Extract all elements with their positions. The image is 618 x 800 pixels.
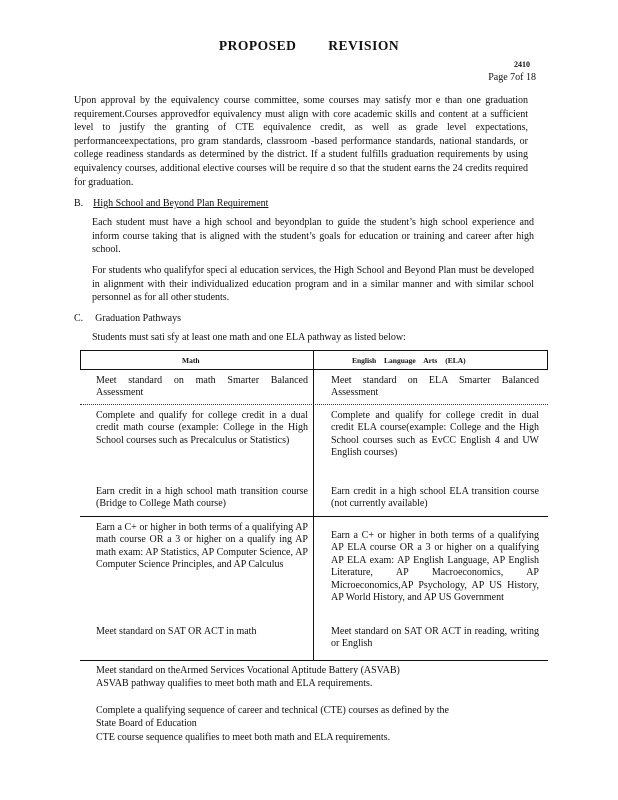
intro-paragraph: Upon approval by the equivalency course committee, some courses may satisfy mor e than one graduation requirement.Courses approvedfor equivalency must align with core academic skills and content at a sufficient level to justify the granting of CTE equivalence credit, as well as grade level expectations, performanceexpectations, pro gram standards, classroom -based performance standards, national standards, or college readiness standards as determined by the district. If a student fulfills graduation requirements by using equivalency courses, additional elective courses will be require d so that the student earns the 24 credits required for graduation. [74, 95, 528, 188]
section-b-letter: B. [74, 198, 84, 209]
cte-pathway: Complete a qualifying sequence of career and technical (CTE) courses as defined by the [96, 705, 449, 716]
section-b-heading [74, 198, 268, 209]
table-column-divider [313, 370, 314, 660]
section-c-title: Graduation Pathways [95, 313, 181, 324]
table-cell-ela: Meet standard on ELA Smarter Balanced Assessment [331, 375, 539, 399]
section-b-title: High School and Beyond Plan Requirement [93, 198, 269, 209]
table-cell-math: Meet standard on SAT OR ACT in math [96, 626, 257, 637]
table-row-divider [80, 516, 548, 517]
table-header-math: Math [182, 356, 200, 365]
table-cell-math: Complete and qualify for college credit in a dual credit math course (example: College in the High School courses such as Precalculus or Statistics) [96, 410, 308, 446]
table-header-divider [313, 351, 314, 369]
page-title: PROPOSED REVISION [218, 38, 400, 53]
asvab-pathway: Meet standard on theArmed Services Vocational Aptitude Battery (ASVAB) [96, 665, 400, 676]
page-number: Page 7of 18 [488, 72, 536, 83]
table-bottom-border [80, 660, 548, 661]
table-cell-math: Meet standard on math Smarter Balanced Assessment [96, 375, 308, 399]
table-cell-ela: Meet standard on SAT OR ACT in reading, writing or English [331, 626, 539, 650]
policy-code: 2410 [514, 60, 530, 69]
table-header-ela: English Language Arts (ELA) [352, 356, 466, 365]
table-cell-math: Earn credit in a high school math transition course (Bridge to College Math course) [96, 486, 308, 510]
asvab-note: ASVAB pathway qualifies to meet both math and ELA requirements. [96, 678, 373, 689]
table-cell-ela: Complete and qualify for college credit in dual credit ELA course(example: College and the High School courses such as EvCC English 4 and UW English courses) [331, 410, 539, 459]
table-cell-math: Earn a C+ or higher in both terms of a qualifying AP math course OR a 3 or higher on a qualify ing AP math exam: AP Statistics, AP Computer Science, AP Computer Science Principles, and AP Calculus [96, 522, 308, 571]
section-c-heading [74, 313, 181, 324]
table-header-box [80, 350, 548, 370]
cte-pathway-continued: State Board of Education [96, 718, 197, 729]
cte-note: CTE course sequence qualifies to meet both math and ELA requirements. [96, 732, 391, 743]
table-cell-ela: Earn credit in a high school ELA transition course (not currently available) [331, 486, 539, 510]
section-b-paragraph-1: Each student must have a high school and beyondplan to guide the student’s high school experience and inform course taking that is aligned with the student’s goals for education or training and career after high school. [92, 217, 534, 256]
table-row-divider [80, 404, 548, 405]
section-c-letter: C. [74, 313, 84, 324]
pathways-intro: Students must sati sfy at least one math and one ELA pathway as listed below: [92, 332, 406, 343]
table-cell-ela: Earn a C+ or higher in both terms of a qualifying AP ELA course OR a 3 or higher on a qualifying AP ELA exam: AP English Language, AP English Literature, AP Macroeconomics, AP Microeconomics,AP Psychology, AP US History, AP World History, and AP US Government [331, 530, 539, 604]
section-b-paragraph-2: For students who qualifyfor speci al education services, the High School and Beyond Plan must be developed in alignment with their individualized education program and in a similar manner and with similar school personnel as for all other students. [92, 265, 534, 304]
